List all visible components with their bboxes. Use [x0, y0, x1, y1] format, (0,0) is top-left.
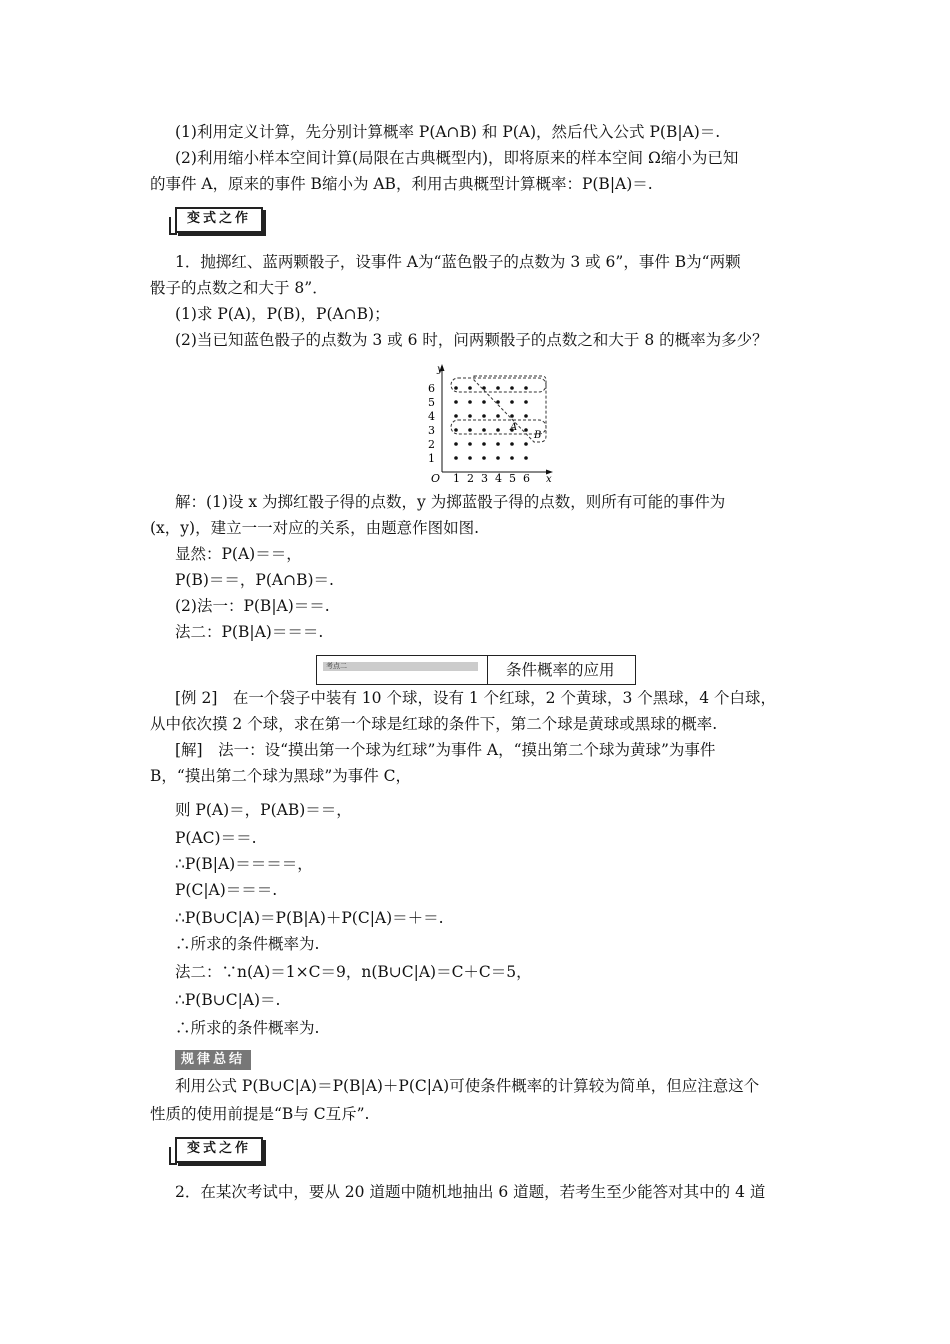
- grid-dot: [510, 456, 514, 460]
- y-tick-4: 4: [428, 410, 435, 423]
- grid-dot: [482, 428, 486, 432]
- event-A-region-row6: [451, 378, 546, 392]
- sol1-line-2: (x，y)，建立一一对应的关系，由题意作图如图.: [150, 519, 480, 537]
- y-tick-6: 6: [428, 382, 435, 395]
- ex1-question-1: (1)求 P(A)，P(B)，P(A∩B)；: [175, 305, 390, 323]
- grid-dot: [468, 386, 472, 390]
- grid-dot: [524, 414, 528, 418]
- rule-tag-label: 规律总结: [175, 1050, 251, 1070]
- grid-dot: [496, 400, 500, 404]
- x-tick-1: 1: [453, 472, 460, 484]
- variant-tag-label-2: 变式之作: [175, 1137, 263, 1163]
- x-tick-6: 6: [523, 472, 530, 484]
- grid-dot: [468, 400, 472, 404]
- sol2-line-9: 法二：∵n(A)＝1×C＝9，n(B∪C|A)＝C＋C＝5，: [175, 963, 532, 981]
- grid-dot: [454, 428, 458, 432]
- sol1-line-5: (2)法一：P(B|A)＝＝.: [175, 597, 330, 615]
- grid-dot: [496, 414, 500, 418]
- ex1-line-2: 骰子的点数之和大于 8”．: [150, 279, 328, 297]
- x-tick-labels: [453, 472, 530, 484]
- grid-dot: [482, 442, 486, 446]
- grid-dot: [524, 456, 528, 460]
- grid-dot: [454, 386, 458, 390]
- variant-tag-2: [175, 1137, 263, 1163]
- rule-line-2: 性质的使用前提是“B与 C互斥”.: [150, 1105, 370, 1123]
- grid-dot: [454, 442, 458, 446]
- origin-label: O: [431, 472, 441, 484]
- sol2-line-11: ∴所求的条件概率为.: [175, 1019, 320, 1037]
- grid-dot: [524, 400, 528, 404]
- grid-dot: [482, 414, 486, 418]
- intro-line-1: (1)利用定义计算，先分别计算概率 P(A∩B) 和 P(A)，然后代入公式 P(B|A)＝.: [175, 123, 721, 141]
- grid-dot: [454, 456, 458, 460]
- ex3-line-1: 2．在某次考试中，要从 20 道题中随机地抽出 6 道题，若考生至少能答对其中的 4 道: [175, 1183, 766, 1201]
- sol1-line-1: 解：(1)设 x 为掷红骰子得的点数，y 为掷蓝骰子得的点数，则所有可能的事件为: [175, 493, 726, 511]
- sol2-line-3: 则 P(A)＝，P(AB)＝＝，: [175, 801, 352, 819]
- variant-tag-label: 变式之作: [175, 207, 263, 233]
- grid-dot: [468, 428, 472, 432]
- x-tick-3: 3: [481, 472, 488, 484]
- event-B-label: B: [534, 430, 542, 441]
- sol1-line-6: 法二：P(B|A)＝＝＝.: [175, 623, 324, 641]
- rule-line-1: 利用公式 P(B∪C|A)＝P(B|A)＋P(C|A)可使条件概率的计算较为简单，但应注意这个: [175, 1077, 760, 1095]
- sol2-line-8: ∴所求的条件概率为.: [175, 935, 320, 953]
- y-tick-3: 3: [428, 424, 435, 437]
- grid-dot: [468, 442, 472, 446]
- rule-tag: [175, 1048, 251, 1074]
- grid-dot: [496, 386, 500, 390]
- sol2-line-7: ∴P(B∪C|A)＝P(B|A)＋P(C|A)＝＋＝.: [175, 909, 444, 927]
- grid-dot: [496, 428, 500, 432]
- grid-dot: [482, 400, 486, 404]
- sol2-line-4: P(AC)＝＝.: [175, 829, 257, 847]
- variant-tag-1: [175, 207, 263, 233]
- section-header: [316, 655, 636, 685]
- intro-line-3: 的事件 A，原来的事件 B缩小为 AB，利用古典概型计算概率：P(B|A)＝.: [150, 175, 653, 193]
- grid-dot: [524, 386, 528, 390]
- y-tick-2: 2: [428, 438, 435, 451]
- ex1-line-1: 1．抛掷红、蓝两颗骰子，设事件 A为“蓝色骰子的点数为 3 或 6”，事件 B为“两颗: [175, 253, 741, 271]
- sol2-line-1: [解] 法一：设“摸出第一个球为红球”为事件 A，“摸出第二个球为黄球”为事件: [175, 741, 716, 759]
- grid-dot: [524, 442, 528, 446]
- grid-dot: [482, 386, 486, 390]
- grid-dot: [510, 386, 514, 390]
- ex2-line-2: 从中依次摸 2 个球，求在第一个球是红球的条件下，第二个球是黄球或黑球的概率.: [150, 715, 718, 733]
- grid-dot: [510, 442, 514, 446]
- dice-grid-figure: [420, 362, 570, 484]
- x-tick-2: 2: [467, 472, 474, 484]
- grid-dot: [496, 442, 500, 446]
- grid-dot: [510, 400, 514, 404]
- ex2-line-1: [例 2] 在一个袋子中装有 10 个球，设有 1 个红球，2 个黄球，3 个黑球，4 个白球，: [175, 689, 777, 707]
- grid-dot: [482, 456, 486, 460]
- grid-dot: [510, 414, 514, 418]
- grid-dot: [496, 456, 500, 460]
- grid-dot: [454, 400, 458, 404]
- y-tick-labels: [428, 382, 435, 465]
- x-axis-label: x: [546, 474, 552, 484]
- y-tick-1: 1: [428, 452, 435, 465]
- event-A-region-row3: [451, 420, 546, 434]
- grid-dot: [468, 414, 472, 418]
- sol1-line-4: P(B)＝＝，P(A∩B)＝.: [175, 571, 334, 589]
- x-tick-5: 5: [509, 472, 516, 484]
- sol2-line-5: ∴P(B|A)＝＝＝＝，: [175, 855, 313, 873]
- grid-dot: [454, 414, 458, 418]
- sol2-line-6: P(C|A)＝＝＝.: [175, 881, 278, 899]
- section-header-small: 考点二: [326, 662, 347, 670]
- y-axis-label: y: [437, 364, 443, 375]
- sol2-line-2: B，“摸出第二个球为黑球”为事件 C，: [150, 767, 412, 785]
- y-tick-5: 5: [428, 396, 435, 409]
- grid-dot: [524, 428, 528, 432]
- section-header-left: [317, 656, 488, 684]
- sol1-line-3: 显然：P(A)＝＝，: [175, 545, 302, 563]
- grid-dot: [468, 456, 472, 460]
- sol2-line-10: ∴P(B∪C|A)＝.: [175, 991, 281, 1009]
- x-tick-4: 4: [495, 472, 502, 484]
- intro-line-2: (2)利用缩小样本空间计算(局限在古典概型内)，即将原来的样本空间 Ω缩小为已知: [175, 149, 739, 167]
- section-header-title: 条件概率的应用: [506, 661, 615, 679]
- ex1-question-2: (2)当已知蓝色骰子的点数为 3 或 6 时，问两颗骰子的点数之和大于 8 的概率为多少？: [175, 331, 768, 349]
- event-A-label: A: [510, 422, 518, 433]
